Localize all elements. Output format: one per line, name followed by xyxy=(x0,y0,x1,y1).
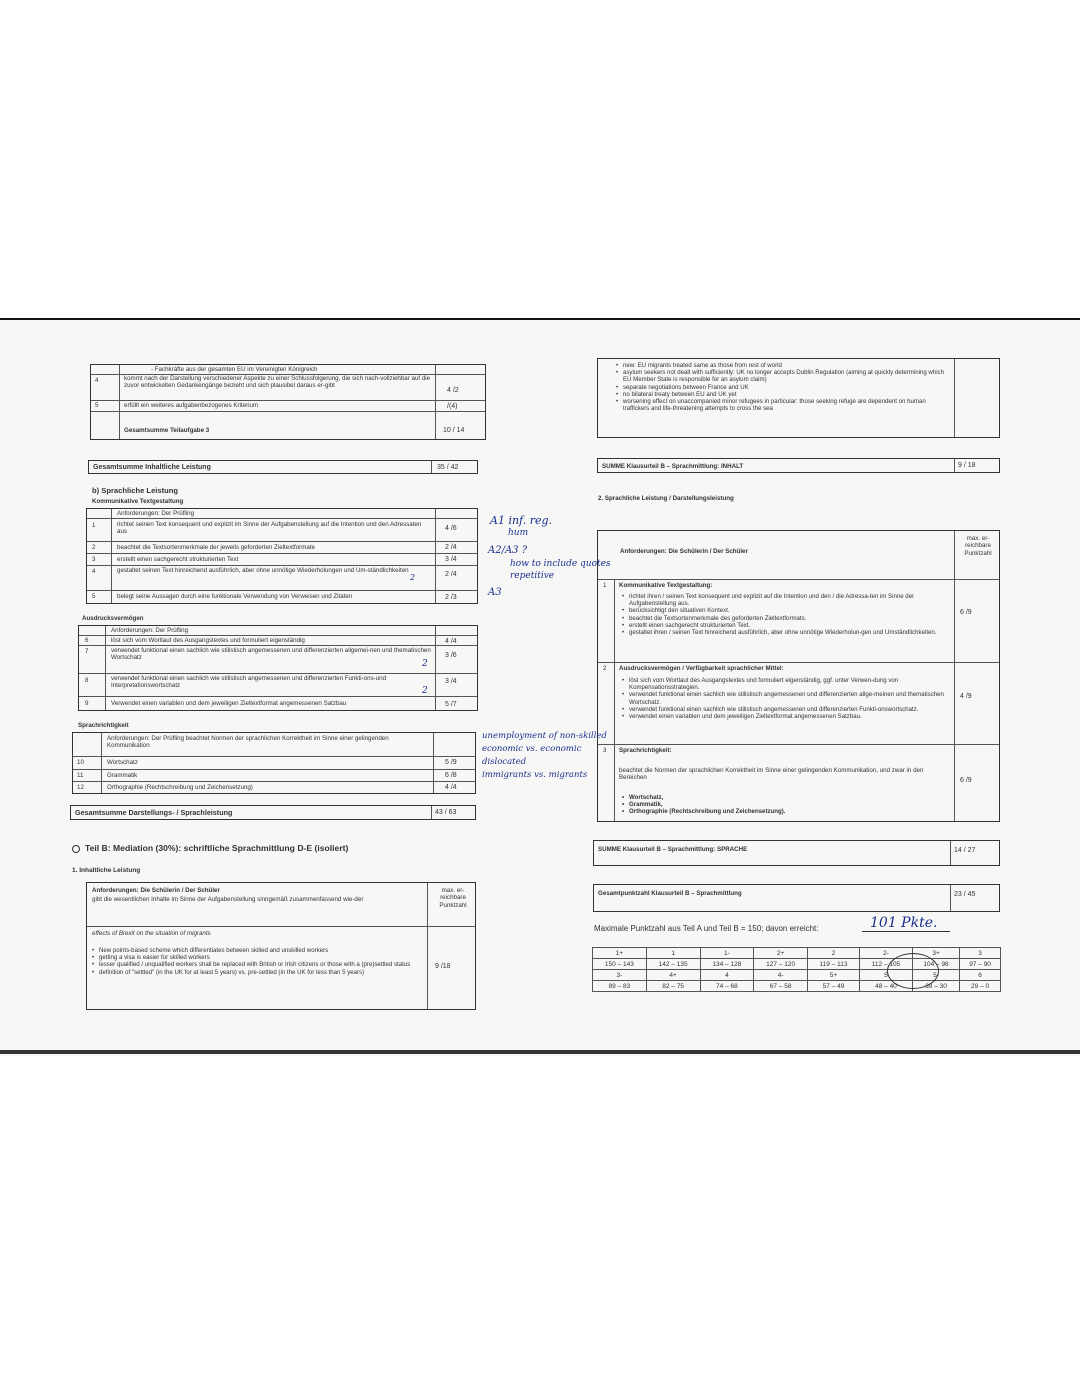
sheet-bottom-edge xyxy=(0,1050,1080,1054)
row-score: 4 /4 xyxy=(445,784,457,791)
mediation-language-sum-score: 14 / 27 xyxy=(954,847,976,854)
row-score: 3 /6 xyxy=(445,652,457,659)
row-number: 1 xyxy=(603,582,607,589)
row-number: 2 xyxy=(603,665,607,672)
criteria-list xyxy=(622,593,950,636)
correctness-table xyxy=(72,732,476,794)
table-row-text: verwendet funktional einen sachlich wie stilistisch angemessenen und differenzierten Funkti-ons-und Interpretationswortschatz xyxy=(111,675,387,690)
mediation-total-box xyxy=(593,884,1000,912)
circle-icon xyxy=(72,845,80,853)
mediation-language-table xyxy=(597,530,1000,822)
grade-cell: 3+ xyxy=(912,948,959,959)
range-cell: 39 – 30 xyxy=(912,981,959,992)
table-header: Anforderungen: Der Prüfling beachtet Normen der sprachlichen Korrektheit im Sinne einer gelingenden Kommunikation xyxy=(107,735,389,750)
block-title: Sprachrichtigkeit: xyxy=(619,747,672,754)
list-item: • separate negotiations between France and UK xyxy=(616,384,950,391)
section-subtitle: 1. Inhaltliche Leistung xyxy=(72,867,141,874)
row-score: 4 /4 xyxy=(445,638,457,645)
row-number: 2 xyxy=(92,544,96,551)
list-item: • New points-based scheme which differentiates between skilled and unskilled workers xyxy=(92,947,422,954)
table-row-text: belegt seine Aussagen durch eine funktionale Verwendung von Verweisen und Zitaten xyxy=(117,593,353,600)
table-row xyxy=(593,959,1001,970)
language-total-label: Gesamtsumme Darstellungs- / Sprachleistung xyxy=(75,808,233,817)
list-item: • gestaltet ihren / seinen Text hinreichend ausführlich, aber ohne unnötige Wiederholun-gen und Umständlichkeiten. xyxy=(622,629,950,636)
content-total-box xyxy=(88,460,478,474)
grade-cell: 1- xyxy=(700,948,754,959)
handwritten-note: how to include quotes xyxy=(510,559,611,569)
row-score: 6 /8 xyxy=(445,772,457,779)
mediation-total-score: 23 / 45 xyxy=(954,891,976,898)
row-number: 7 xyxy=(85,648,89,655)
grade-cell: 5 xyxy=(860,970,913,981)
section-subtitle: Kommunikative Textgestaltung xyxy=(92,498,184,505)
range-cell: 48 – 40 xyxy=(860,981,913,992)
list-item: • getting a visa is easier for skilled workers xyxy=(92,954,422,961)
grade-cell: 3 xyxy=(960,948,1001,959)
block-title: Kommunikative Textgestaltung: xyxy=(619,582,713,589)
row-number: 6 xyxy=(85,637,89,644)
grade-cell: 2- xyxy=(860,948,913,959)
requirements-text: gibt die wesentlichen Inhalte im Sinne der Aufgabenstellung sinngemäß zusammenfassend wie-der xyxy=(92,896,364,903)
row-score: 6 /9 xyxy=(960,777,972,784)
grade-cell: 5- xyxy=(912,970,959,981)
grade-cell: 6 xyxy=(960,970,1001,981)
list-item: • verwendet funktional einen sachlich wie stilistisch angemessenen und differenzierten allge-meinen und thematischen Wortschatz. xyxy=(622,691,950,705)
list-item: • worsening effect on unaccompanied minor refugees in particular: those seeking refuge are dependent on human traffickers and life-threatening attempts to cross the sea xyxy=(616,398,950,412)
table-row-text: verwendet funktional einen sachlich wie stilistisch angemessenen und differenzierten allgemei-nen und thematischen Wortschatz xyxy=(111,647,431,662)
row-score: 5 /9 xyxy=(445,759,457,766)
grade-cell: 4+ xyxy=(646,970,700,981)
mediation-language-sum-label: SUMME Klausurteil B – Sprachmittlung: SPRACHE xyxy=(598,846,748,853)
table-row-text: Orthographie (Rechtschreibung und Zeichensetzung) xyxy=(107,784,253,791)
communicative-table xyxy=(86,508,478,604)
list-item: • asylum seekers not dealt with sufficiently: UK no longer accepts Dublin Regulation (aiming at quickly determining which EU Member State is responsible for an asylum claim) xyxy=(616,369,950,383)
section-title: Ausdrucksvermögen xyxy=(82,615,144,622)
row-number: 4 xyxy=(92,568,96,575)
row-score: 2 /4 xyxy=(445,571,457,578)
list-item: • verwendet einen variablen und dem jeweiligen Zieltextformat angemessenen Satzbau. xyxy=(622,713,950,720)
table-row-text: löst sich vom Wortlaut des Ausgangstextes und formuliert eigenständig xyxy=(111,637,305,644)
range-cell: 57 – 49 xyxy=(808,981,860,992)
content-bullet-list xyxy=(616,362,950,412)
table-row-text: erfüllt ein weiteres aufgabenbezogenes Kriterium xyxy=(124,402,259,409)
row-score: 6 /9 xyxy=(960,609,972,616)
row-score: 4 /2 xyxy=(447,387,459,394)
grade-cell: 5+ xyxy=(808,970,860,981)
part-b-title: Teil B: Mediation (30%): schriftliche Sprachmittlung D-E (isoliert) xyxy=(85,843,349,853)
row-number: 8 xyxy=(85,677,89,684)
mediation-content-sum-score: 9 / 18 xyxy=(958,462,976,469)
table-row-text: Wortschatz xyxy=(107,759,138,766)
list-item: • erstellt einen sachgerecht strukturierten Text. xyxy=(622,622,950,629)
list-item: • Grammatik, xyxy=(622,801,950,808)
row-number: 5 xyxy=(92,593,96,600)
row-score: 4 /9 xyxy=(960,693,972,700)
underline xyxy=(862,931,950,932)
table-row-text: beachtet die Textsortenmerkmale der jeweils geforderten Zieltextformate xyxy=(117,544,315,551)
row-score: 9 /18 xyxy=(435,963,451,970)
row-score: 2 /3 xyxy=(445,594,457,601)
list-item: • richtet ihren / seinen Text konsequent und explizit auf die Intention und den / die Adressa-ten im Sinne der Aufgabenstellung aus. xyxy=(622,593,950,607)
handwritten-note: A1 inf. reg. xyxy=(490,514,553,527)
table-row-text: - Fachkräfte aus der gesamten EU im Vereinigten Königreich xyxy=(151,366,318,373)
subtotal-score: 10 / 14 xyxy=(443,427,465,434)
grade-cell: 3- xyxy=(593,970,647,981)
table-row-text: kommt nach der Darstellung verschiedener Aspekte zu einer Schlussfolgerung, die sich nach-vollziehbar auf die zuvor entwickelten Gedankengänge bezieht und sich plausibel daraus er-gibt xyxy=(124,375,431,390)
range-cell: 119 – 113 xyxy=(808,959,860,970)
handwritten-note: unemployment of non-skilled xyxy=(482,731,607,741)
range-cell: 82 – 75 xyxy=(646,981,700,992)
row-number: 3 xyxy=(92,556,96,563)
range-cell: 97 – 90 xyxy=(960,959,1001,970)
mediation-language-sum-box xyxy=(593,840,1000,866)
table-row-text: gestaltet seinen Text hinreichend ausführlich, aber ohne unnötige Wiederholungen und Um-ständlichkeiten xyxy=(117,567,409,574)
handwritten-note: economic vs. economic xyxy=(482,744,582,754)
grade-cell: 1 xyxy=(646,948,700,959)
handwritten-note: hum xyxy=(508,528,529,538)
list-item: • no bilateral treaty between EU and UK yet xyxy=(616,391,950,398)
list-item: • löst sich vom Wortlaut des Ausgangstextes und formuliert eigenständig, ggf. unter Verwen-dung von Kompensationsstrategien. xyxy=(622,677,950,691)
language-total-score: 43 / 63 xyxy=(435,809,457,816)
range-cell: 142 – 135 xyxy=(646,959,700,970)
table-row xyxy=(593,948,1001,959)
section-title: Sprachrichtigkeit xyxy=(78,722,129,729)
table-header: Anforderungen: Der Prüfling xyxy=(111,627,189,634)
range-cell: 104 – 98 xyxy=(912,959,959,970)
table-row xyxy=(593,981,1001,992)
subtotal-label: Gesamtsumme Teilaufgabe 3 xyxy=(124,427,210,434)
row-number: 10 xyxy=(77,759,84,766)
handwritten-note: dislocated xyxy=(482,757,527,767)
row-score: 3 /4 xyxy=(445,678,457,685)
content-total-score: 35 / 42 xyxy=(437,464,459,471)
list-item: • Orthographie (Rechtschreibung und Zeichensetzung). xyxy=(622,808,950,815)
row-number: 4 xyxy=(95,377,99,384)
mediation-content-sum-box xyxy=(597,458,1000,473)
handwritten-note: A2/A3 ? xyxy=(488,545,528,556)
sheet-top-edge xyxy=(0,318,1080,320)
expression-table xyxy=(78,625,478,711)
row-number: 3 xyxy=(603,747,607,754)
row-score: 4 /6 xyxy=(445,525,457,532)
row-score: 3 /4 xyxy=(445,556,457,563)
mediation-content-table xyxy=(86,882,476,1010)
part3-table xyxy=(90,364,486,440)
range-cell: 74 – 68 xyxy=(700,981,754,992)
handwritten-note: immigrants vs. migrants xyxy=(482,770,588,780)
content-total-label: Gesamtsumme Inhaltliche Leistung xyxy=(93,464,211,471)
grade-cell: 2 xyxy=(808,948,860,959)
topic-heading: effects of Brexit on the situation of migrants xyxy=(92,930,211,937)
grade-cell: 2+ xyxy=(754,948,808,959)
list-item: • beachtet die Textsortenmerkmale des geforderten Zieltextformats. xyxy=(622,615,950,622)
criteria-list xyxy=(622,677,950,720)
list-item: • lesser qualified / unqualified workers shall be replaced with British or Irish citizens or those with a (pre)settled status xyxy=(92,961,422,968)
language-total-box xyxy=(70,805,476,820)
row-number: 9 xyxy=(85,700,89,707)
block-title: Ausdrucksvermögen / Verfügbarkeit sprachlicher Mittel: xyxy=(619,665,784,672)
handwritten-note: 2 xyxy=(410,573,416,582)
row-number: 11 xyxy=(77,772,84,779)
list-item: • berücksichtigt den situativen Kontext. xyxy=(622,607,950,614)
grade-circle-mark xyxy=(887,953,939,989)
row-number: 1 xyxy=(92,522,96,529)
range-cell: 134 – 128 xyxy=(700,959,754,970)
criteria-list xyxy=(622,794,950,816)
list-item: • verwendet funktional einen sachlich wie stilistisch angemessenen und differenzierten Funkti-onswortschatz. xyxy=(622,706,950,713)
grade-cell: 4- xyxy=(754,970,808,981)
row-score: 5 /7 xyxy=(445,701,457,708)
range-cell: 127 – 120 xyxy=(754,959,808,970)
grade-cell: 4 xyxy=(700,970,754,981)
max-points-label: max. er-reichbare Punktzahl xyxy=(964,535,992,557)
max-points-line: Maximale Punktzahl aus Teil A und Teil B = 150; davon erreicht: xyxy=(594,924,819,933)
row-number: 12 xyxy=(77,784,84,791)
content-bullet-list xyxy=(92,947,422,976)
list-item: • new: EU migrants treated same as those from rest of world xyxy=(616,362,950,369)
handwritten-note: A3 xyxy=(488,587,502,598)
grade-cell: 1+ xyxy=(593,948,647,959)
table-row xyxy=(593,970,1001,981)
handwritten-note: repetitive xyxy=(510,571,555,581)
range-cell: 29 – 0 xyxy=(960,981,1001,992)
table-row-text: Grammatik xyxy=(107,772,138,779)
range-cell: 67 – 58 xyxy=(754,981,808,992)
requirements-header: Anforderungen: Die Schülerin / Der Schüler xyxy=(620,548,748,555)
right-top-table xyxy=(597,358,1000,438)
table-header: Anforderungen: Der Prüfling xyxy=(117,510,195,517)
requirements-header: Anforderungen: Die Schülerin / Der Schüler xyxy=(92,887,220,894)
grade-table xyxy=(592,947,1001,992)
section-title: b) Sprachliche Leistung xyxy=(92,486,179,495)
section-title: 2. Sprachliche Leistung / Darstellungsleistung xyxy=(598,495,734,502)
max-points-label: max. er-reichbare Punktzahl xyxy=(439,887,467,909)
list-item: • definition of "settled" (in the UK for at least 5 years) vs. pre-settled (in the UK for less than 5 years) xyxy=(92,969,422,976)
achieved-points: 101 Pkte. xyxy=(870,915,938,931)
handwritten-note: 2 xyxy=(422,686,428,696)
table-row-text: Verwendet einen variablen und dem jeweiligen Zieltextformat angemessenen Satzbau xyxy=(111,700,347,707)
range-cell: 112 – 105 xyxy=(860,959,913,970)
mediation-total-label: Gesamtpunktzahl Klausurteil B – Sprachmittlung xyxy=(598,890,742,897)
table-row-text: richtet seinen Text konsequent und explizit im Sinne der Aufgabenstellung auf die Intention und den Adressaten aus xyxy=(117,521,422,536)
row-score: 2 /4 xyxy=(445,544,457,551)
list-item: • Wortschatz, xyxy=(622,794,950,801)
row-number: 5 xyxy=(95,402,99,409)
row-score: /(4) xyxy=(447,403,458,410)
handwritten-note: 2 xyxy=(422,659,428,669)
block-intro: beachtet die Normen der sprachlichen Korrektheit im Sinne einer gelingenden Kommunikation, und zwar in den Bereichen xyxy=(619,767,924,782)
range-cell: 89 – 83 xyxy=(593,981,647,992)
table-row-text: erstellt einen sachgerecht strukturierten Text xyxy=(117,556,239,563)
range-cell: 150 – 143 xyxy=(593,959,647,970)
mediation-content-sum-label: SUMME Klausurteil B – Sprachmittlung: INHALT xyxy=(602,463,744,470)
